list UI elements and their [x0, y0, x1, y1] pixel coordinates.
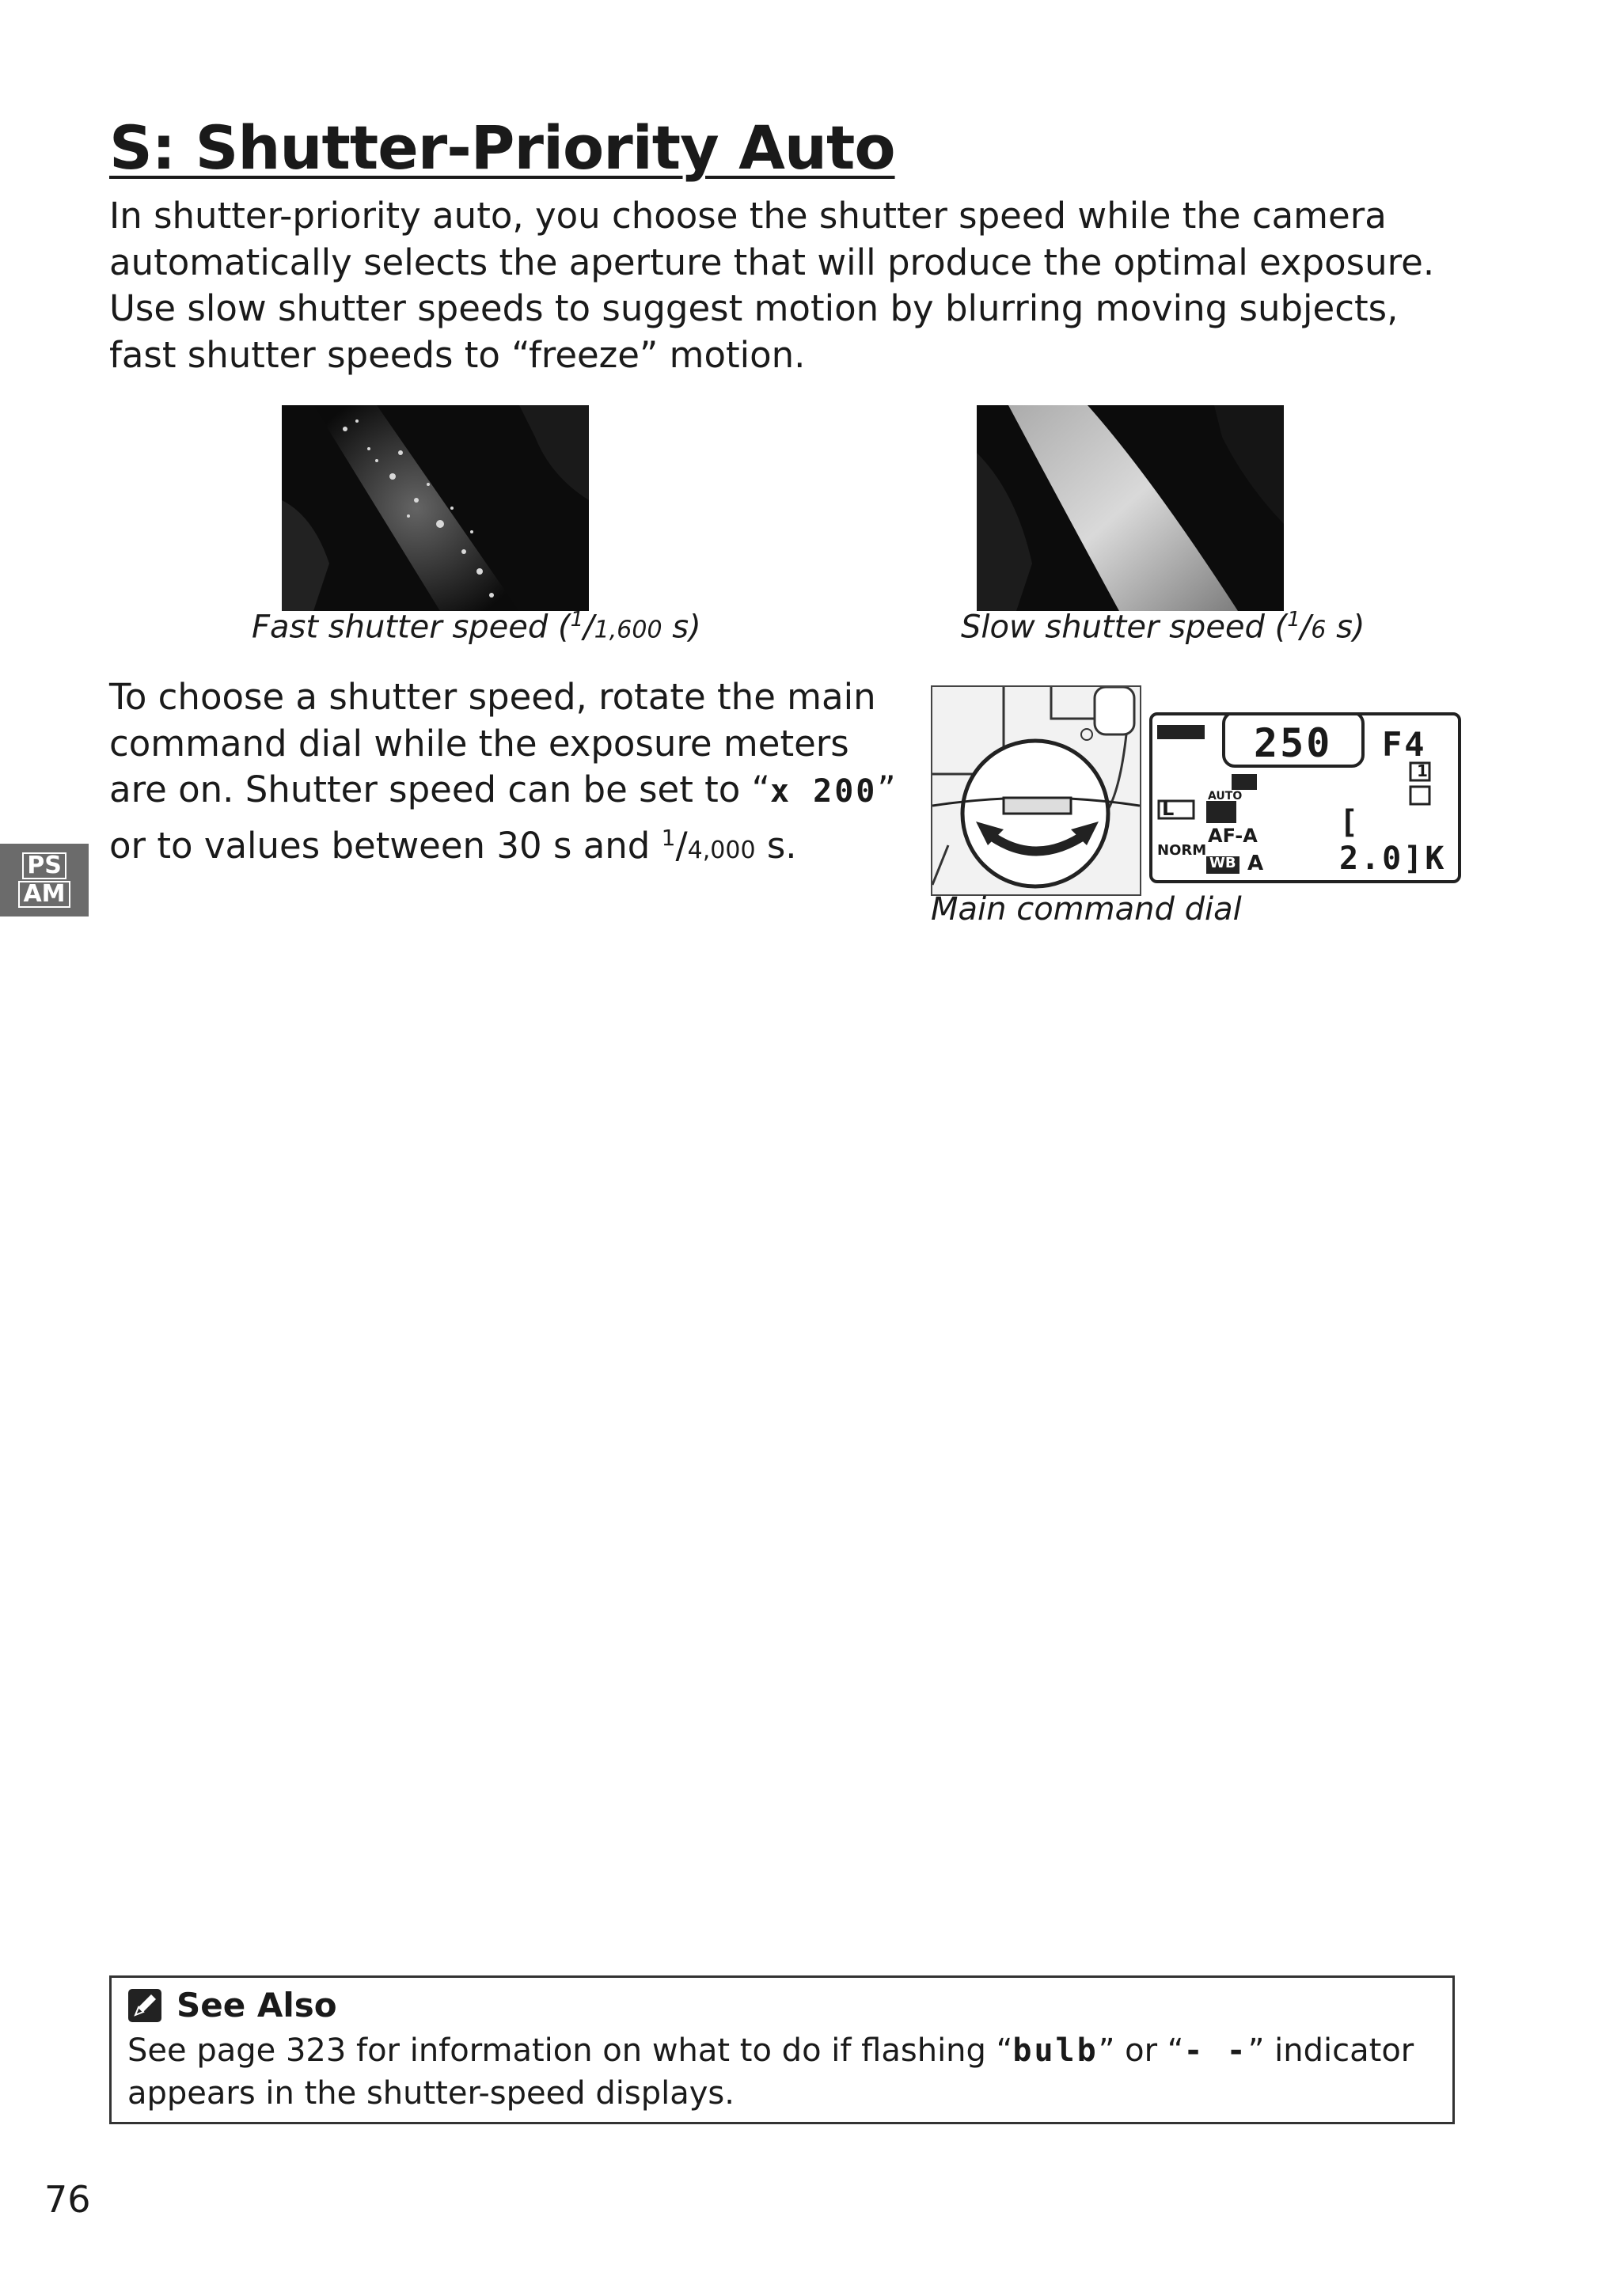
lcd-exposure: [ 2.0]K — [1339, 804, 1447, 877]
page-number: 76 — [44, 2178, 91, 2221]
lcd-wb-mode: A — [1247, 852, 1264, 875]
x200-indicator: x 200 — [769, 773, 878, 810]
intro-paragraph: In shutter-priority auto, you choose the shutter speed while the camera automatically selects the aperture that will produce the optimal exposure. Use slow shutter speeds to suggest motion by blurring moving subjects, fast shutter speeds to “freeze” motion. — [109, 195, 1435, 376]
page-title: S: Shutter-Priority Auto — [109, 112, 895, 183]
fast-shutter-photo — [282, 405, 589, 611]
see-also-heading: See Also — [127, 1986, 1437, 2025]
mode-side-tab — [0, 844, 89, 917]
lcd-wb-label: WB — [1209, 855, 1236, 871]
pencil-note-icon — [127, 1988, 162, 2023]
lcd-quality: NORM — [1157, 842, 1207, 859]
fast-shutter-caption: Fast shutter speed ($^1$/1,600 s) — [252, 608, 701, 646]
instructions-paragraph: To choose a shutter speed, rotate the main command dial while the exposure meters are on. Shutter speed can be set to “x 200” or to values between 30 s and $^1$/4,000 s. — [109, 676, 896, 867]
control-panel-lcd — [1149, 712, 1461, 883]
see-also-text: See page 323 for information on what to do if flashing “bulb” or “- -” indicator appears in the shutter-speed displays. — [127, 2032, 1414, 2112]
side-tab-line2: AM — [18, 881, 70, 908]
lcd-frame-indicator: 1 — [1417, 761, 1428, 780]
lcd-aperture: F4 — [1382, 725, 1427, 764]
bulb-indicator: bulb — [1012, 2032, 1099, 2069]
side-tab-line1: PS — [22, 852, 66, 879]
slow-shutter-caption: Slow shutter speed ($^1$/6 s) — [961, 608, 1365, 646]
lcd-image-size: L — [1162, 798, 1175, 820]
lcd-shutter-speed: 250 — [1254, 720, 1333, 766]
dial-caption: Main command dial — [931, 891, 1242, 928]
slow-shutter-photo — [977, 405, 1284, 611]
lcd-auto-label: AUTO — [1208, 790, 1243, 803]
dashes-indicator: - - — [1183, 2032, 1248, 2069]
main-command-dial-illustration — [931, 685, 1141, 896]
see-also-box — [109, 1975, 1455, 2124]
lcd-af-mode: AF-A — [1208, 825, 1258, 847]
